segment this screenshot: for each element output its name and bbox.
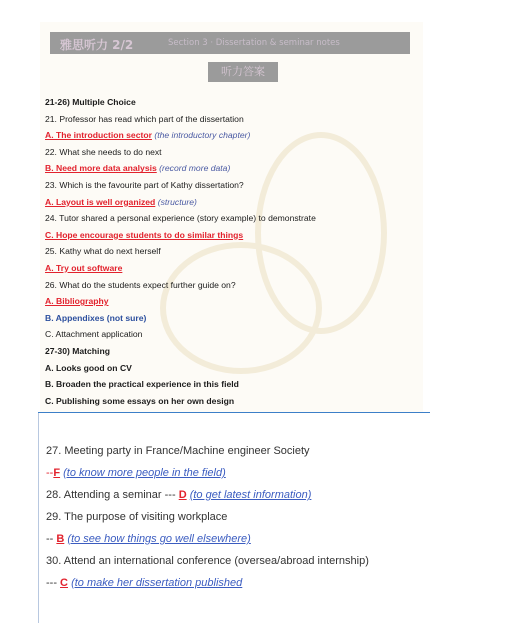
answer-23 [45,194,423,211]
matching-option-c: C. Publishing some essays on her own design [45,395,235,406]
answer-30-letter: C [60,577,68,589]
answer-27 [46,462,522,484]
answer-26-a [45,293,423,310]
answer-29-prefix: -- [46,533,57,545]
matching-option-a: A. Looks good on CV [45,362,132,373]
answer-sheet-top-panel [40,22,423,412]
question-22: 22. What she needs to do next [45,146,162,157]
answer-22-text: B. Need more data analysis [45,163,157,174]
answer-30 [46,572,522,594]
answer-27-prefix: -- [46,467,54,479]
answer-28 [46,484,522,506]
answer-30-note: (to make her dissertation published [71,577,243,589]
answer-29-letter: B [56,533,65,545]
header-tag: 听力答案 [208,62,278,82]
question-25: 25. Kathy what do next herself [45,246,161,257]
answer-25-text: A. Try out software [45,262,123,273]
answer-21-text: A. The introduction sector [45,130,152,141]
matching-option-b: B. Broaden the practical experience in this field [45,379,239,390]
answer-28-letter: D [178,489,187,501]
margin-line [38,413,39,623]
header-title: 雅思听力 2/2 [60,38,134,52]
question-23: 23. Which is the favourite part of Kathy dissertation? [45,179,244,190]
answer-26-b: B. Appendixes (not sure) [45,312,147,323]
answer-lines [45,94,423,412]
answer-28-note: (to get latest information) [189,489,312,501]
answer-23-text: A. Layout is well organized [45,196,156,207]
section-title-matching: 27-30) Matching [45,345,110,356]
header-subtitle: Section 3 · Dissertation & seminar notes [168,38,340,48]
answer-21-note: (the introductory chapter) [154,130,251,141]
answer-26-c: C. Attachment application [45,329,143,340]
answer-27-note: (to know more people in the field) [63,467,226,479]
answer-30-prefix: --- [46,577,61,589]
question-21: 21. Professor has read which part of the dissertation [45,113,244,124]
answer-23-note: (structure) [157,196,197,207]
answer-26-a-text: A. Bibliography [45,296,109,307]
answer-29-note: (to see how things go well elsewhere) [67,533,251,545]
answer-21 [45,127,423,144]
answer-24-text: C. Hope encourage students to do similar things [45,229,244,240]
answer-22 [45,160,423,177]
section-title-multiple-choice: 21-26) Multiple Choice [45,97,136,107]
section-divider [38,412,430,413]
question-28: 28. Attending a seminar --- [46,489,179,501]
matching-answers-panel [46,440,522,594]
question-29: 29. The purpose of visiting workplace [46,511,228,523]
answer-22-note: (record more data) [159,163,231,174]
header-band [50,32,410,54]
question-26: 26. What do the students expect further guide on? [45,279,236,290]
answer-27-letter: F [53,467,61,479]
answer-24 [45,227,423,244]
answer-29 [46,528,522,550]
question-30: 30. Attend an international conference (oversea/abroad internship) [46,555,369,567]
question-27: 27. Meeting party in France/Machine engineer Society [46,445,310,457]
answer-25 [45,260,423,277]
question-24: 24. Tutor shared a personal experience (story example) to demonstrate [45,213,316,224]
